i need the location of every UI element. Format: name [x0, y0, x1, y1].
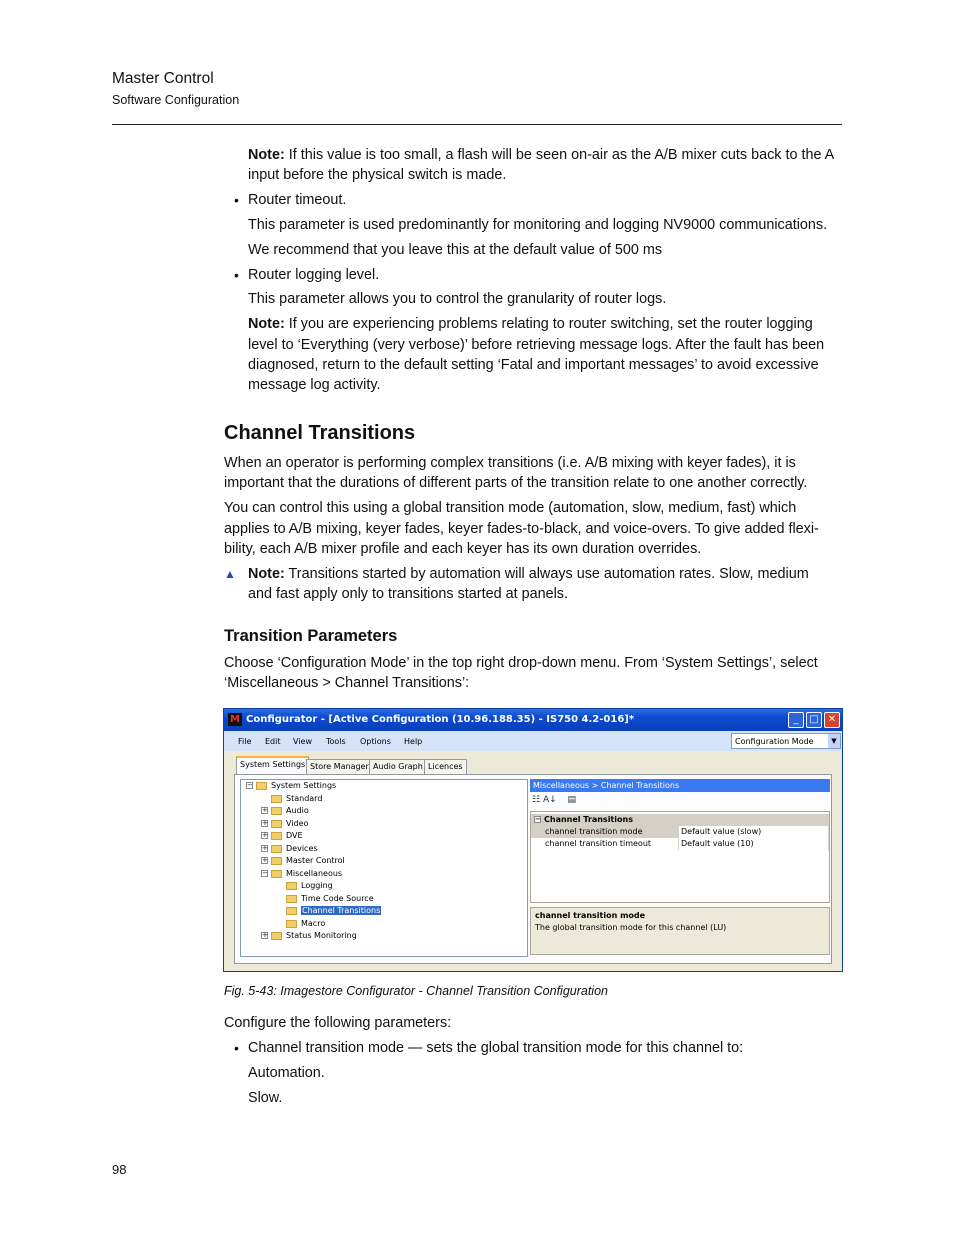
grid-row-name: channel transition timeout	[543, 838, 679, 850]
tree-item[interactable]: Standard	[261, 794, 322, 806]
note-label: Note:	[248, 316, 285, 332]
property-toolbar	[532, 795, 576, 805]
note-label: Note:	[248, 566, 285, 582]
note-text-line: input before the physical switch is made.	[248, 167, 507, 183]
expand-icon[interactable]: +	[262, 819, 268, 827]
app-logo-icon: M	[228, 713, 242, 726]
note-text-line: diagnosed, return to the default setting ‘Fatal and important messages’ to avoid excessive	[248, 357, 819, 373]
grid-row-value[interactable]: Default value (slow)	[679, 826, 829, 838]
folder-icon	[286, 907, 297, 915]
tree-item[interactable]: Time Code Source	[276, 894, 374, 906]
note-text: Transitions started by automation will always use automation rates. Slow, medium	[284, 566, 809, 582]
figure-caption: Fig. 5-43: Imagestore Configurator - Channel Transition Configuration	[224, 984, 608, 998]
settings-tree	[240, 779, 528, 957]
description-title: channel transition mode	[535, 911, 646, 920]
tab-licences[interactable]: Licences	[424, 759, 467, 774]
folder-icon	[286, 920, 297, 928]
collapse-icon[interactable]: −	[262, 869, 268, 877]
collapse-icon[interactable]: −	[247, 781, 253, 789]
running-header-subtitle: Software Configuration	[112, 93, 240, 107]
grid-row-name: channel transition mode	[543, 826, 679, 838]
note-paragraph-1	[248, 145, 834, 165]
expand-icon[interactable]: +	[262, 844, 268, 852]
folder-icon	[271, 820, 282, 828]
sort-alpha-icon[interactable]: A↓	[542, 795, 557, 805]
collapse-icon[interactable]: −	[535, 815, 541, 823]
subsection-heading-transition-parameters: Transition Parameters	[224, 627, 398, 645]
mode-select[interactable]	[731, 733, 841, 749]
menu-file[interactable]: File	[238, 737, 252, 746]
folder-icon	[271, 795, 282, 803]
bullet-router-timeout: Router timeout.	[248, 192, 347, 208]
tab-audio-graph[interactable]: Audio Graph	[369, 759, 427, 774]
tree-item-selected[interactable]: Channel Transitions	[276, 906, 381, 918]
router-logging-paragraph: This parameter allows you to control the granularity of router logs.	[248, 291, 667, 307]
grid-row[interactable]	[531, 826, 829, 838]
paragraph-line: You can control this using a global transition mode (automation, slow, medium, fast) which	[224, 500, 797, 516]
close-icon[interactable]: ✕	[824, 712, 840, 728]
paragraph-line: important that the durations of different parts of the transition relate to one another correctly.	[224, 475, 808, 491]
tree-item[interactable]: − System Settings	[247, 781, 337, 790]
chevron-down-icon[interactable]: ▼	[828, 734, 840, 748]
note-text: If this value is too small, a flash will be seen on-air as the A/B mixer cuts back to the A	[284, 147, 835, 163]
grid-row[interactable]	[531, 838, 829, 850]
tree-item[interactable]: + Devices	[262, 844, 318, 853]
router-timeout-paragraph: This parameter is used predominantly for monitoring and logging NV9000 communications.	[248, 217, 828, 233]
bullet-channel-transition-mode: Channel transition mode — sets the global transition mode for this channel to:	[248, 1040, 744, 1056]
menu-tools[interactable]: Tools	[326, 737, 346, 746]
folder-icon	[271, 807, 282, 815]
expand-icon[interactable]: +	[262, 831, 268, 839]
expand-icon[interactable]: +	[262, 931, 268, 939]
note-text-line: and fast apply only to transitions started at panels.	[248, 586, 568, 602]
property-panel	[530, 779, 832, 957]
paragraph-line: Configure the following parameters:	[224, 1015, 452, 1031]
menu-help[interactable]: Help	[404, 737, 423, 746]
bullet-router-logging: Router logging level.	[248, 267, 380, 283]
tree-item[interactable]: + Master Control	[262, 856, 345, 865]
property-grid	[530, 811, 830, 903]
property-pages-icon[interactable]: ▤	[567, 795, 577, 805]
mode-select-value: Configuration Mode	[735, 737, 814, 746]
paragraph-line: bility, each A/B mixer profile and each keyer has its own duration overrides.	[224, 541, 702, 557]
bullet-marker: •	[234, 1040, 239, 1056]
tree-item[interactable]: + Audio	[262, 806, 309, 815]
breadcrumb: Miscellaneous > Channel Transitions	[530, 779, 830, 792]
note-label: Note:	[248, 147, 285, 163]
note-text-line: message log activity.	[248, 377, 381, 393]
tree-item[interactable]: Logging	[276, 881, 333, 893]
running-header-title: Master Control	[112, 70, 214, 87]
grid-category[interactable]: − Channel Transitions	[531, 814, 829, 826]
paragraph-line: ‘Miscellaneous > Channel Transitions’:	[224, 675, 470, 691]
option-slow: Slow.	[248, 1090, 283, 1106]
description-text: The global transition mode for this channel (LU)	[535, 923, 727, 932]
tree-item[interactable]: − Miscellaneous	[262, 869, 343, 878]
configurator-window-screenshot	[223, 708, 843, 972]
categorized-icon[interactable]: ☷	[532, 795, 541, 805]
header-rule	[112, 124, 842, 125]
folder-icon	[271, 832, 282, 840]
tree-item[interactable]: Macro	[276, 919, 325, 931]
option-automation: Automation.	[248, 1065, 325, 1081]
menu-edit[interactable]: Edit	[265, 737, 281, 746]
menu-view[interactable]: View	[293, 737, 312, 746]
folder-icon	[271, 932, 282, 940]
maximize-icon[interactable]: □	[806, 712, 822, 728]
folder-icon	[271, 857, 282, 865]
paragraph-line: When an operator is performing complex transitions (i.e. A/B mixing with keyer fades), it is	[224, 455, 796, 471]
section-heading-channel-transitions: Channel Transitions	[224, 422, 416, 444]
folder-icon	[256, 782, 267, 790]
tree-item[interactable]: + Status Monitoring	[262, 931, 357, 940]
note-text-line: level to ‘Everything (very verbose)’ before retrieving message logs. After the fault has been	[248, 337, 825, 353]
tree-item[interactable]: + Video	[262, 819, 309, 828]
tree-item[interactable]: + DVE	[262, 831, 303, 840]
tab-store-manager[interactable]: Store Manager	[306, 759, 373, 774]
folder-icon	[286, 882, 297, 890]
router-timeout-recommendation: We recommend that you leave this at the default value of 500 ms	[248, 242, 663, 258]
menu-options[interactable]: Options	[360, 737, 391, 746]
paragraph-line: Choose ‘Configuration Mode’ in the top right drop-down menu. From ‘System Settings’, select	[224, 655, 818, 671]
bullet-marker: •	[234, 192, 239, 208]
note-paragraph-2	[248, 314, 813, 334]
grid-row-value[interactable]: Default value (10)	[679, 838, 829, 850]
note-triangle-icon: ▲	[224, 567, 236, 581]
bullet-marker: •	[234, 267, 239, 283]
expand-icon[interactable]: +	[262, 806, 268, 814]
paragraph-line: applies to A/B mixing, keyer fades, keyer fades-to-black, and voice-overs. To give added flexi-	[224, 521, 819, 537]
note-paragraph-3	[248, 564, 809, 584]
page-number: 98	[112, 1162, 127, 1177]
folder-icon	[271, 870, 282, 878]
tab-system-settings[interactable]: System Settings	[236, 756, 309, 774]
window-titlebar	[224, 709, 842, 731]
folder-icon	[286, 895, 297, 903]
expand-icon[interactable]: +	[262, 856, 268, 864]
property-description	[530, 907, 830, 955]
note-text: If you are experiencing problems relating to router switching, set the router logging	[284, 316, 813, 332]
window-title: Configurator - [Active Configuration (10.96.188.35) - IS750 4.2-016]*	[246, 714, 635, 725]
folder-icon	[271, 845, 282, 853]
minimize-icon[interactable]: _	[788, 712, 804, 728]
